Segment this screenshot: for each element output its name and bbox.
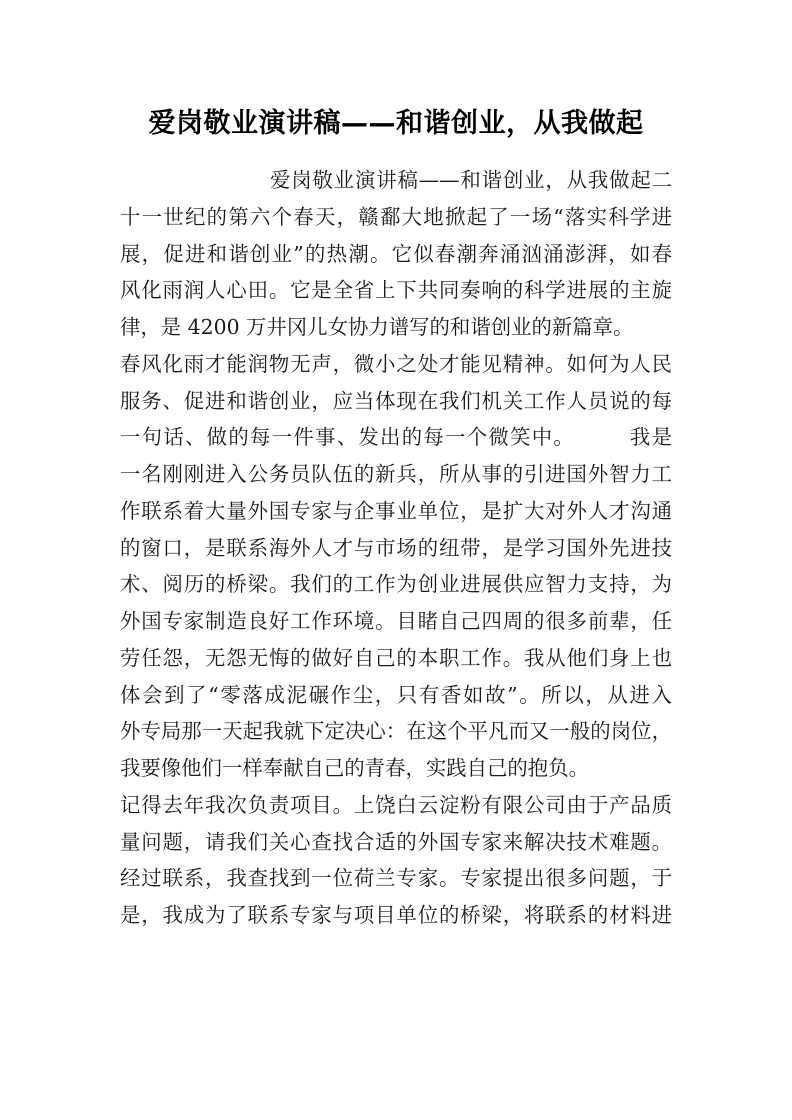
text-line: 律，是 4200 万井冈儿女协力谱写的和谐创业的新篇章。 xyxy=(120,315,634,339)
text-line: 一句话、做的每一件事、发出的每一个微笑中。 我是 xyxy=(120,425,672,450)
text-line: 风化雨润人心田。它是全省上下共同奏响的科学进展的主旋 xyxy=(120,278,672,303)
text-line: 春风化雨才能润物无声，微小之处才能见精神。如何为人民 xyxy=(120,351,672,376)
text-line: 爱岗敬业演讲稿——和谐创业，从我做起二 xyxy=(270,168,672,192)
text-line: 术、阅历的桥梁。我们的工作为创业进展供应智力支持，为 xyxy=(120,572,672,597)
text-line: 量问题，请我们关心查找合适的外国专家来解决技术难题。 xyxy=(120,829,672,854)
text-line: 体会到了“零落成泥碾作尘，只有香如故”。所以，从进入 xyxy=(120,682,672,707)
text-line: 经过联系，我查找到一位荷兰专家。专家提出很多问题，于 xyxy=(120,866,672,891)
text-line: 一名刚刚进入公务员队伍的新兵，所从事的引进国外智力工 xyxy=(120,462,672,486)
text-line: 是，我成为了联系专家与项目单位的桥梁，将联系的材料进 xyxy=(120,903,672,927)
text-line: 外国专家制造良好工作环境。目睹自己四周的很多前辈，任 xyxy=(120,609,672,633)
text-line: 展，促进和谐创业”的热潮。它似春潮奔涌汹涌澎湃，如春 xyxy=(120,241,672,266)
text-line: 服务、促进和谐创业，应当体现在我们机关工作人员说的每 xyxy=(120,388,672,413)
text-line: 的窗口，是联系海外人才与市场的纽带，是学习国外先进技 xyxy=(120,535,672,560)
text-line: 我要像他们一样奉献自己的青春，实践自己的抱负。 xyxy=(120,756,589,780)
text-line: 十一世纪的第六个春天，赣鄱大地掀起了一场“落实科学进 xyxy=(120,204,672,229)
document-title: 爱岗敬业演讲稿——和谐创业，从我做起 xyxy=(148,108,644,139)
text-line: 作联系着大量外国专家与企事业单位，是扩大对外人才沟通 xyxy=(120,498,672,523)
text-line: 记得去年我次负责项目。上饶白云淀粉有限公司由于产品质 xyxy=(120,792,672,817)
text-line: 劳任怨，无怨无悔的做好自己的本职工作。我从他们身上也 xyxy=(120,645,672,670)
text-line: 外专局那一天起我就下定决心：在这个平凡而又一般的岗位， xyxy=(120,719,672,744)
